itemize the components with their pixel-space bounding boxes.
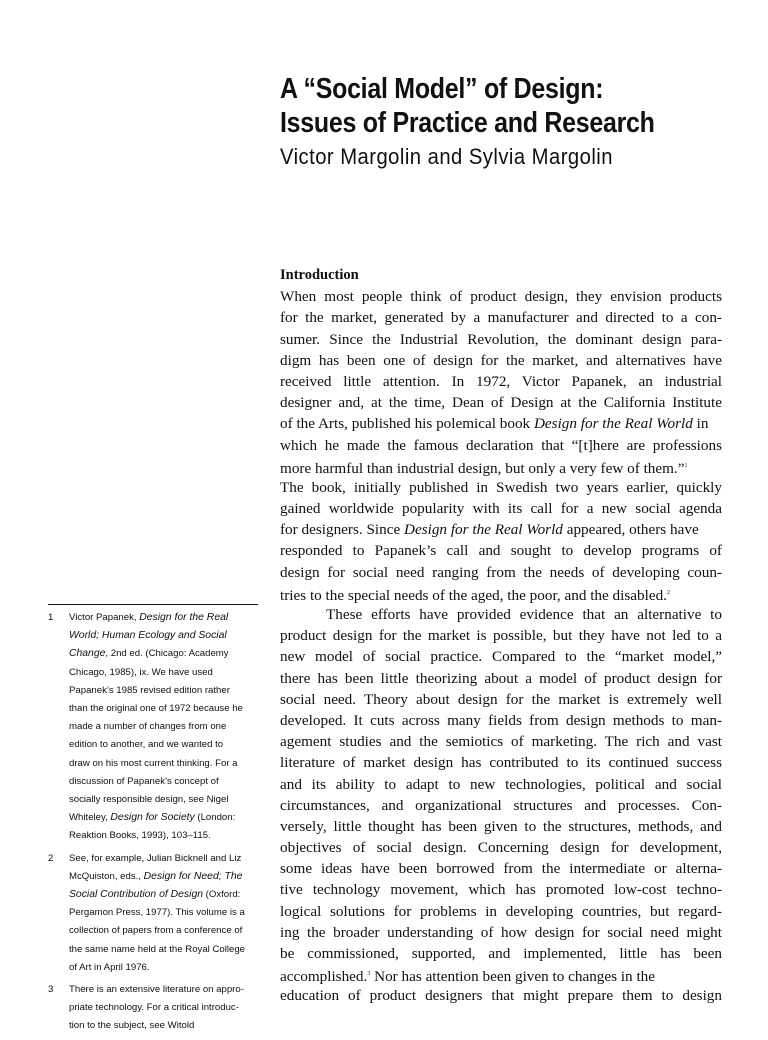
body-text: of the Arts, published his polemical book bbox=[280, 415, 534, 433]
body-line bbox=[280, 456, 722, 477]
footnote-line bbox=[69, 868, 258, 886]
body-line: designer and, at the time, Dean of Design at the California Institute bbox=[280, 394, 722, 412]
footnote-line: of Art in April 1976. bbox=[69, 961, 150, 973]
footnote-text: , 2nd ed. (Chicago: Academy bbox=[105, 648, 229, 660]
book-title: Design for the Real World bbox=[533, 415, 693, 433]
footnote-book-title: Design for Need; The bbox=[143, 870, 243, 882]
footnote-line: collection of papers from a conference of bbox=[69, 925, 243, 937]
body-line: versely, little thought has been given to the structures, methods, and bbox=[280, 817, 722, 835]
footnote-ref-1: 1 bbox=[684, 462, 688, 469]
paragraph-start: These efforts have provided evidence that an alternative to bbox=[326, 606, 722, 623]
footnote-text: Victor Papanek, bbox=[69, 612, 140, 623]
footnote-book-title: Social Contribution of Design bbox=[69, 889, 203, 901]
body-text: for designers. Since bbox=[280, 521, 404, 539]
article-authors: Victor Margolin and Sylvia Margolin bbox=[280, 144, 613, 169]
body-line: digm has been one of design for the market, and alternatives have bbox=[280, 351, 722, 369]
footnote-line: See, for example, Julian Bicknell and Liz bbox=[69, 852, 242, 864]
footnote-line bbox=[69, 609, 258, 627]
article-body bbox=[280, 265, 722, 1007]
footnote-line: draw on his most current thinking. For a bbox=[69, 757, 238, 769]
footnote-line: Chicago, 1985), ix. We have used bbox=[69, 666, 213, 678]
body-line: received little attention. In 1972, Victor Papanek, an industrial bbox=[280, 372, 722, 390]
footnote-line: Reaktion Books, 1993), 103–115. bbox=[69, 830, 211, 842]
footnote-line bbox=[69, 809, 258, 827]
body-text: more harmful than industrial design, but only a very few of them.” bbox=[280, 459, 685, 477]
footnote-3 bbox=[48, 981, 258, 1036]
footnote-line: socially responsible design, see Nigel bbox=[69, 794, 229, 806]
body-line bbox=[280, 519, 722, 540]
body-text: appeared, others have bbox=[562, 521, 699, 539]
body-line: tive technology movement, which has promoted low-cost techno- bbox=[280, 881, 722, 899]
article-title bbox=[280, 72, 684, 140]
footnote-ref-2: 2 bbox=[666, 589, 670, 596]
footnote-book-title: World; Human Ecology and Social bbox=[69, 630, 227, 642]
footnote-1 bbox=[48, 609, 258, 846]
body-line bbox=[280, 413, 722, 434]
body-text: in bbox=[692, 415, 709, 433]
footnote-line bbox=[69, 645, 258, 663]
body-line: agement studies and the semiotics of marketing. The rich and vast bbox=[280, 733, 722, 751]
footnote-number: 2 bbox=[48, 852, 54, 864]
footnote-line: Papanek’s 1985 revised edition rather bbox=[69, 684, 230, 696]
title-line-1: A “Social Model” of Design: bbox=[280, 73, 604, 105]
footnote-number: 1 bbox=[48, 612, 54, 623]
footnote-line: than the original one of 1972 because he bbox=[69, 703, 243, 715]
body-line: responded to Papanek’s call and sought to develop programs of bbox=[280, 542, 722, 560]
body-line: education of product designers that might prepare them to design bbox=[280, 987, 722, 1005]
body-text: tries to the special needs of the aged, the poor, and the disabled. bbox=[280, 586, 667, 604]
footnote-line: the same name held at the Royal College bbox=[69, 943, 245, 955]
body-line: new model of social practice. Compared to the “market model,” bbox=[280, 648, 722, 666]
body-line: The book, initially published in Swedish two years earlier, quickly bbox=[280, 478, 722, 496]
body-line: objectives of social design. Concerning design for development, bbox=[280, 839, 722, 857]
body-line: When most people think of product design, they envision products bbox=[280, 288, 722, 306]
body-line: social need. Theory about design for the market is extremely well bbox=[280, 690, 722, 708]
body-line: gained worldwide popularity with its call for a new social agenda bbox=[280, 500, 722, 518]
footnotes bbox=[48, 604, 258, 1040]
footnote-line: There is an extensive literature on appro- bbox=[69, 984, 244, 996]
body-line: product design for the market is possible, but they have not led to a bbox=[280, 627, 722, 645]
footnote-book-title: Change bbox=[69, 648, 106, 660]
body-line bbox=[280, 583, 722, 604]
body-line: circumstances, and organizational structures and processes. Con- bbox=[280, 796, 722, 814]
body-text: Nor has attention been given to changes in the bbox=[370, 968, 655, 986]
body-line: developed. It cuts across many fields from design methods to man- bbox=[280, 711, 722, 729]
footnote-text: (London: bbox=[194, 812, 236, 824]
body-line: design for social need ranging from the needs of developing coun- bbox=[280, 563, 722, 581]
footnote-text: McQuiston, eds., bbox=[69, 870, 144, 882]
body-line: be commissioned, supported, and implemented, little has been bbox=[280, 945, 722, 962]
footnote-book-title: Design for the Real bbox=[139, 612, 229, 623]
footnote-line: edition to another, and we wanted to bbox=[69, 739, 224, 751]
body-line: some ideas have been borrowed from the intermediate or alterna- bbox=[280, 860, 722, 878]
body-text: accomplished. bbox=[280, 968, 368, 986]
footnote-line: made a number of changes from one bbox=[69, 721, 227, 733]
footnote-ref-3: 3 bbox=[367, 971, 371, 978]
footnote-line bbox=[69, 886, 258, 904]
body-line bbox=[280, 964, 722, 985]
body-line: ing the broader understanding of how design for social need might bbox=[280, 923, 722, 941]
footnote-line: tion to the subject, see Witold bbox=[69, 1020, 195, 1032]
footnote-text: (Oxford: bbox=[203, 889, 241, 901]
book-title: Design for the Real World bbox=[404, 521, 563, 539]
footnote-line: discussion of Papanek’s concept of bbox=[69, 775, 219, 787]
footnote-book-title: Design for Society bbox=[110, 812, 195, 824]
footnote-number: 3 bbox=[48, 984, 54, 996]
body-line: sumer. Since the Industrial Revolution, the dominant design para- bbox=[280, 330, 722, 348]
body-line: and its ability to adapt to new technologies, political and social bbox=[280, 775, 722, 793]
body-line: literature of market design has contributed to its continued success bbox=[280, 754, 722, 772]
body-line: for the market, generated by a manufacturer and directed to a con- bbox=[280, 309, 722, 327]
title-line-2: Issues of Practice and Research bbox=[280, 107, 655, 139]
footnote-2 bbox=[48, 850, 258, 977]
footnote-line: Pergamon Press, 1977). This volume is a bbox=[69, 907, 245, 919]
body-line: which he made the famous declaration that “[t]here are professions bbox=[280, 436, 722, 454]
body-line: there has been little theorizing about a model of product design for bbox=[280, 669, 722, 687]
section-heading: Introduction bbox=[280, 267, 359, 283]
body-line: logical solutions for problems in developing countries, but regard- bbox=[280, 902, 722, 920]
footnote-text: Whiteley, bbox=[69, 812, 111, 824]
footnote-line: priate technology. For a critical introduc- bbox=[69, 1002, 239, 1014]
